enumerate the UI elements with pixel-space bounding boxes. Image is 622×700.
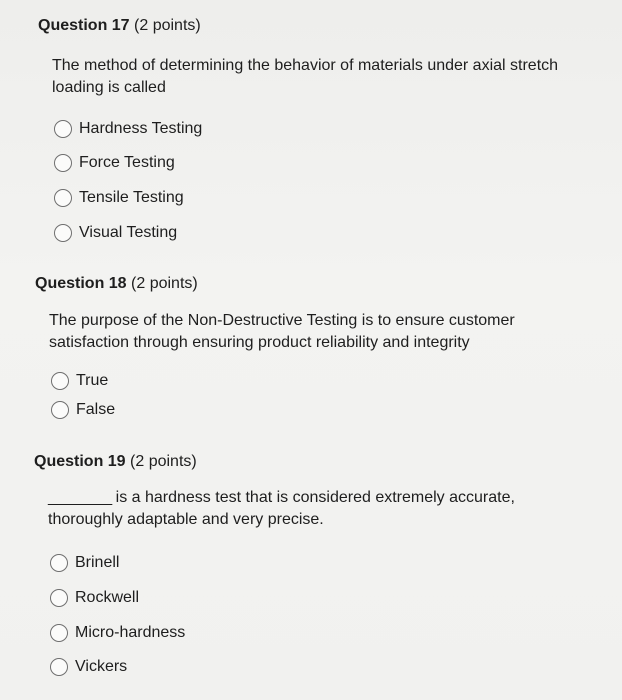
question-number: Question 18 [35, 275, 127, 292]
option-visual-testing[interactable] [54, 221, 177, 245]
option-vickers[interactable] [50, 655, 127, 679]
option-rockwell[interactable] [50, 586, 139, 610]
radio-button[interactable] [51, 372, 69, 390]
radio-button[interactable] [50, 554, 68, 572]
question-points: (2 points) [131, 275, 198, 292]
fill-in-blank: ________ [48, 489, 112, 506]
radio-button[interactable] [54, 189, 72, 207]
option-true[interactable] [51, 369, 108, 393]
question-title [34, 453, 197, 471]
option-label: Rockwell [75, 589, 140, 606]
question-number: Question 19 [34, 453, 126, 470]
option-force-testing[interactable] [54, 151, 175, 175]
option-label: Visual Testing [79, 224, 178, 241]
option-tensile-testing[interactable] [54, 186, 184, 210]
option-hardness-testing[interactable] [54, 117, 202, 141]
option-micro-hardness[interactable] [50, 621, 185, 645]
option-brinell[interactable] [50, 551, 119, 575]
radio-button[interactable] [50, 589, 68, 607]
option-label: Hardness Testing [79, 120, 203, 137]
question-points: (2 points) [130, 453, 197, 470]
question-title [35, 275, 198, 293]
option-label: Vickers [75, 658, 128, 675]
radio-button[interactable] [54, 120, 72, 138]
question-number: Question 17 [38, 17, 130, 34]
radio-button[interactable] [54, 154, 72, 172]
option-label: Force Testing [79, 154, 175, 171]
question-points: (2 points) [134, 17, 201, 34]
radio-button[interactable] [54, 224, 72, 242]
option-label: False [76, 401, 116, 418]
question-title [38, 17, 201, 35]
question-text [48, 487, 548, 531]
option-label: Micro-hardness [75, 624, 186, 641]
radio-button[interactable] [50, 658, 68, 676]
radio-button[interactable] [50, 624, 68, 642]
question-text-body: is a hardness test that is considered extremely accurate, thoroughly adaptable and very precise. [48, 489, 515, 528]
question-text: The method of determining the behavior of materials under axial stretch loading is called [52, 57, 559, 96]
question-text: The purpose of the Non-Destructive Testing is to ensure customer satisfaction through ensuring product reliability and integrity [49, 312, 515, 351]
option-label: Tensile Testing [79, 189, 184, 206]
option-label: Brinell [75, 554, 120, 571]
option-label: True [76, 372, 109, 389]
radio-button[interactable] [51, 401, 69, 419]
option-false[interactable] [51, 398, 115, 422]
